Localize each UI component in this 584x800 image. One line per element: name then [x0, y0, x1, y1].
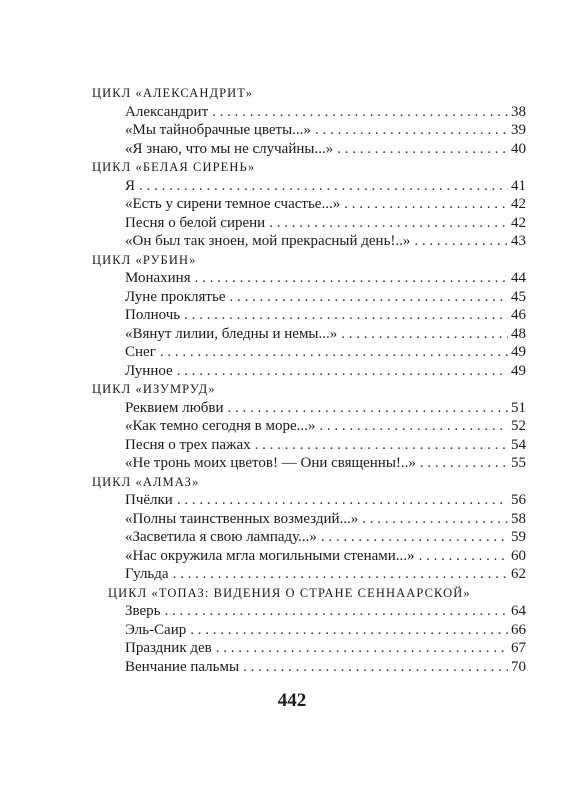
- toc-entry: [92, 269, 526, 288]
- dot-leader: [341, 325, 508, 344]
- dot-leader: [165, 602, 508, 621]
- cycle-heading: ЦИКЛ «АЛЕКСАНДРИТ»: [92, 86, 254, 100]
- entry-title: «Мы тайнобрачные цветы...»: [125, 122, 311, 138]
- entry-title: Праздник дев: [125, 640, 212, 656]
- toc-entry: [92, 417, 526, 436]
- entry-page-number: 40: [511, 140, 526, 157]
- entry-title: Венчание пальмы: [125, 658, 240, 675]
- dot-leader: [177, 491, 508, 510]
- toc-entry: [92, 621, 526, 640]
- entry-title: Песня о белой сирени: [125, 214, 266, 231]
- dot-leader: [419, 547, 508, 566]
- entry-title: «Есть у сирени темное счастье...»: [125, 196, 341, 212]
- entry-title: Песня о трех пажах: [125, 436, 251, 453]
- toc-entry: [92, 195, 526, 214]
- dot-leader: [319, 417, 508, 436]
- entry-page-number: 41: [511, 177, 526, 194]
- toc-entry: [92, 325, 526, 344]
- dot-leader: [362, 510, 508, 529]
- dot-leader: [139, 177, 508, 196]
- entry-title: «Засветила я свою лампаду...»: [125, 529, 317, 545]
- dot-leader: [344, 195, 508, 214]
- cycle-heading: ЦИКЛ «РУБИН»: [92, 252, 197, 267]
- entry-title: «Не тронь моих цветов! — Они священны!..»: [125, 455, 416, 471]
- entry-page-number: 60: [511, 547, 526, 564]
- entry-title: «Нас окружила мгла могильными стенами...»: [125, 547, 415, 564]
- dot-leader: [269, 214, 508, 233]
- dot-leader: [190, 621, 508, 640]
- entry-page-number: 42: [511, 214, 526, 231]
- entry-page-number: 52: [511, 418, 526, 434]
- toc-entry: [92, 436, 526, 455]
- entry-page-number: 44: [511, 270, 526, 286]
- toc-entry: [92, 103, 526, 122]
- entry-title: Я: [125, 177, 136, 194]
- entry-title: Реквием любви: [125, 399, 224, 416]
- cycle-heading: ЦИКЛ «ТОПАЗ: ВИДЕНИЯ О СТРАНЕ СЕННААРСКОЙ»: [108, 585, 471, 600]
- dot-leader: [173, 565, 508, 584]
- toc-entry: [92, 565, 526, 584]
- entry-page-number: 55: [511, 455, 526, 471]
- entry-page-number: 49: [511, 362, 526, 379]
- toc-entry: [92, 306, 526, 325]
- dot-leader: [315, 121, 508, 140]
- entry-page-number: 70: [511, 658, 526, 675]
- entry-page-number: 67: [511, 640, 526, 656]
- entry-page-number: 42: [511, 196, 526, 212]
- dot-leader: [321, 528, 508, 547]
- cycle-heading: ЦИКЛ «АЛМАЗ»: [92, 474, 200, 489]
- toc-entry: [92, 658, 526, 677]
- entry-title: Эль-Саир: [125, 621, 187, 638]
- entry-title: «Я знаю, что мы не случайны...»: [125, 140, 334, 157]
- entry-title: Зверь: [125, 603, 161, 619]
- entry-page-number: 46: [511, 307, 526, 323]
- entry-title: Монахиня: [125, 270, 191, 286]
- entry-title: «Вянут лилии, бледны и немы...»: [125, 325, 338, 342]
- toc-entry: [92, 177, 526, 196]
- entry-page-number: 64: [511, 603, 526, 619]
- entry-page-number: 62: [511, 566, 526, 582]
- table-of-contents: [92, 84, 526, 676]
- toc-entry: [92, 362, 526, 381]
- entry-title: Лунное: [125, 362, 173, 379]
- toc-entry: [92, 528, 526, 547]
- dot-leader: [195, 269, 508, 288]
- toc-entry: [92, 639, 526, 658]
- toc-entry: [92, 547, 526, 566]
- entry-title: Полночь: [125, 307, 181, 323]
- entry-title: Пчёлки: [125, 492, 173, 508]
- entry-page-number: 48: [511, 325, 526, 342]
- toc-entry: [92, 491, 526, 510]
- entry-page-number: 58: [511, 510, 526, 527]
- toc-entry: [92, 343, 526, 362]
- dot-leader: [420, 454, 508, 473]
- entry-title: Луне проклятье: [125, 288, 226, 305]
- toc-entry: [92, 399, 526, 418]
- page-number: 442: [277, 690, 307, 711]
- dot-leader: [212, 103, 508, 122]
- entry-page-number: 66: [511, 621, 526, 638]
- entry-page-number: 38: [511, 103, 526, 120]
- toc-entry: [92, 214, 526, 233]
- entry-title: Александрит: [125, 103, 209, 120]
- dot-leader: [230, 288, 509, 307]
- dot-leader: [255, 436, 508, 455]
- toc-entry: [92, 510, 526, 529]
- toc-entry: [92, 288, 526, 307]
- toc-entry: [92, 232, 526, 251]
- dot-leader: [177, 362, 508, 381]
- entry-page-number: 45: [511, 288, 526, 305]
- toc-entry: [92, 602, 526, 621]
- entry-title: Гульда: [125, 566, 169, 582]
- toc-entry: [92, 140, 526, 159]
- entry-page-number: 51: [511, 399, 526, 416]
- entry-title: «Полны таинственных возмездий...»: [125, 510, 359, 527]
- entry-page-number: 49: [511, 344, 526, 360]
- dot-leader: [216, 639, 508, 658]
- dot-leader: [228, 399, 508, 418]
- dot-leader: [243, 658, 508, 677]
- entry-title: «Как темно сегодня в море...»: [125, 418, 316, 434]
- cycle-heading: ЦИКЛ «ИЗУМРУД»: [92, 382, 216, 396]
- entry-page-number: 54: [511, 436, 526, 453]
- cycle-heading: ЦИКЛ «БЕЛАЯ СИРЕНЬ»: [92, 160, 256, 174]
- toc-entry: [92, 454, 526, 473]
- entry-page-number: 39: [511, 122, 526, 138]
- dot-leader: [337, 140, 508, 159]
- dot-leader: [184, 306, 508, 325]
- dot-leader: [160, 343, 508, 362]
- entry-page-number: 59: [511, 529, 526, 545]
- entry-title: Снег: [125, 344, 156, 360]
- dot-leader: [414, 232, 508, 251]
- entry-page-number: 56: [511, 492, 526, 508]
- entry-title: «Он был так зноен, мой прекрасный день!..»: [125, 233, 411, 249]
- entry-page-number: 43: [511, 233, 526, 249]
- toc-entry: [92, 121, 526, 140]
